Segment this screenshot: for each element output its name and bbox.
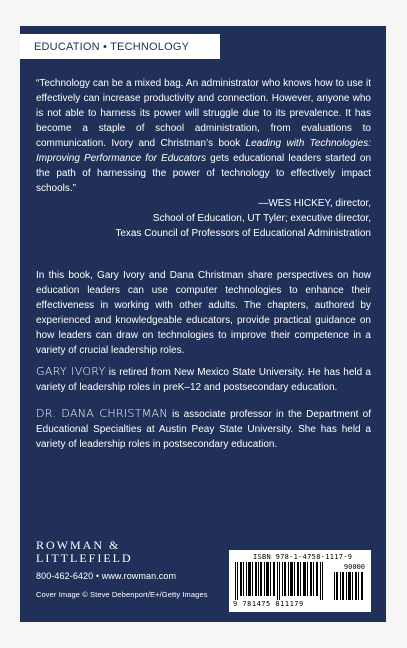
quote-attribution [36,196,371,241]
barcode-digits: 9 781475 811179 [233,600,304,608]
category-label: EDUCATION • TECHNOLOGY [20,34,220,59]
author-bio-text: is retired from New Mexico State University. He has held a variety of leadership roles in preK–12 and postsecondary education. [36,367,371,393]
barcode-box [229,550,371,612]
author-bio-christman [36,406,371,452]
book-description: In this book, Gary Ivory and Dana Christman share perspectives on how education leaders can use computer technologies to enhance their effectiveness in working with other adults. The chapters, authored by experienced and knowledgeable educators, provide practical guidance on how leaders can draw on technologies to improve their competence in a variety of crucial leadership roles. [36,270,371,356]
isbn-text: ISBN 978-1-4758-1117-9 [253,553,353,561]
back-cover [20,26,386,622]
quoted-book-title: Leading with Technologies: Improving Performance for Educators [36,138,371,164]
quote-text-start: “Technology can be a mixed bag. An administrator who knows how to use it effectively can increase productivity and connection. However, anyone who is not able to harness its power will struggle due to its prevalence. It has become a staple of school administration, from evaluations to communication. Ivory and Christman’s book [36,78,371,149]
attribution-line-3: Texas Council of Professors of Educational Administration [115,228,371,239]
endorsement-quote [36,76,371,241]
price-barcode-image [333,572,365,600]
attribution-line-2: School of Education, UT Tyler; executive director, [152,213,371,224]
author-name: DR. DANA CHRISTMAN [36,407,168,420]
author-name: GARY IVORY [36,365,106,378]
barcode-image [233,562,329,600]
author-bio-text: is associate professor in the Department of Educational Specialties at Austin Peay State University. She has held a variety of leadership roles in postsecondary education. [36,409,372,450]
attribution-line-1: —WES HICKEY, director, [258,198,371,209]
publisher-line-1: ROWMAN & [36,538,121,552]
quote-text-end: gets educational leaders started on the path of harnessing the power of technology to effectively impact schools.” [36,153,371,194]
price-code: 90000 [343,563,365,571]
cover-image-credit: Cover Image © Steve Debenport/E+/Getty Images [36,590,208,599]
author-bio-ivory [36,364,371,395]
publisher-contact: 800-462-6420 • www.rowman.com [36,571,177,581]
publisher-logo [36,539,133,565]
publisher-line-2: LITTLEFIELD [36,551,133,565]
